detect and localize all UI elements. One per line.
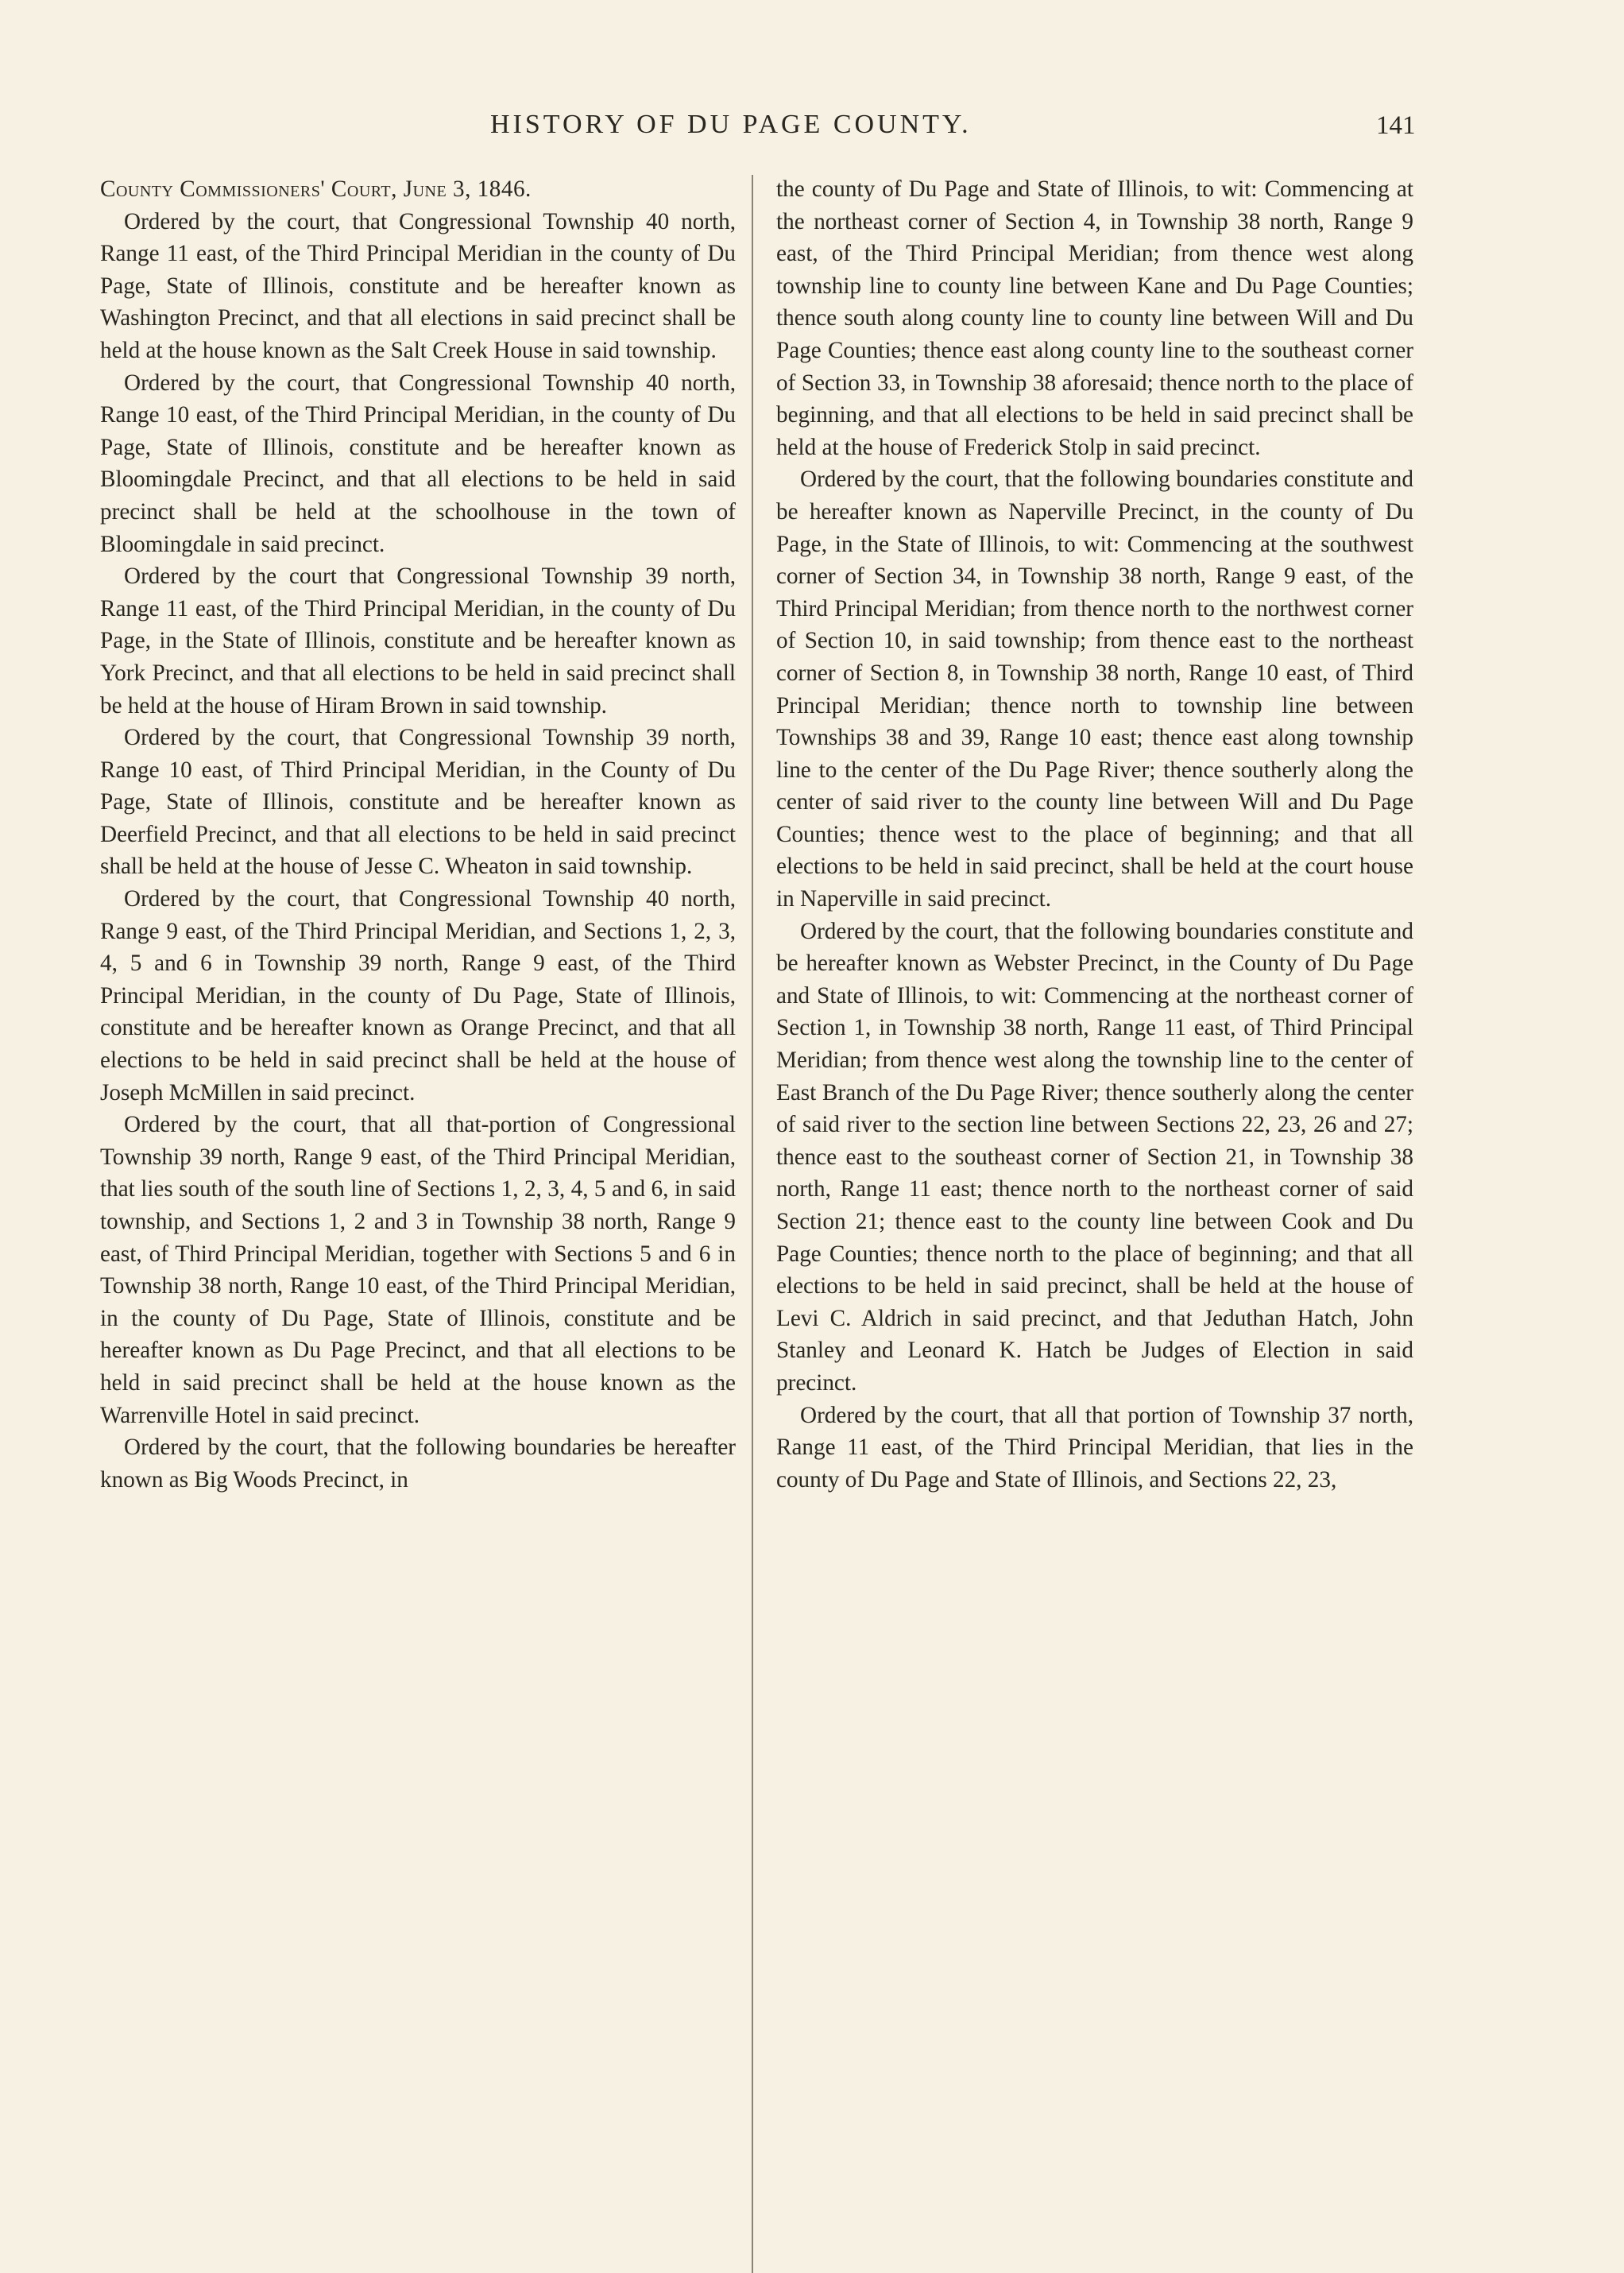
paragraph-township-37: Ordered by the court, that all that portion of Township 37 north, Range 11 east, of the Third Principal Meridian, that lies in the county of Du Page and State of Illinois, and Sections 22, 23, bbox=[776, 1402, 1413, 1493]
paragraph-naperville-precinct: Ordered by the court, that the following boundaries constitute and be hereafter known as Naperville Precinct, in the county of Du Page, in the State of Illinois, to wit: Commencing at the southwest corner of Section 34, in Township 38 north, Range 9 east, of the Third Principal Meridian; from thence north to the northwest corner of Section 10, in said township; from thence east to the northeast corner of Section 8, in Township 38 north, Range 10 east, of Third Principal Meridian; thence north to township line between Townships 38 and 39, Range 10 east; thence east along township line to the center of the Du Page River; thence southerly along the center of said river to the county line between Will and Du Page Counties; thence west to the place of beginning; and that all elections to be held in said precinct, shall be held at the court house in Naperville in said precinct. bbox=[776, 467, 1413, 912]
paragraph-bloomingdale-precinct: Ordered by the court, that Congressional Township 40 north, Range 10 east, of the Third Principal Meridian, in the county of Du Page, State of Illinois, constitute and be hereafter known as Bloomingdale Precinct, and that all elections to be held in said precinct shall be held at the schoolhouse in the town of Bloomingdale in said precinct. bbox=[100, 370, 736, 557]
paragraph-webster-precinct: Ordered by the court, that the following boundaries constitute and be hereafter known as Webster Precinct, in the County of Du Page and State of Illinois, to wit: Commencing at the northeast corner of Section 1, in Township 38 north, Range 11 east, of Third Principal Meridian; from thence west along the township line to the center of East Branch of the Du Page River; thence southerly along the center of said river to the section line between Sections 22, 23, 26 and 27; thence east to the southeast corner of Section 21, in Township 38 north, Range 11 east; thence north to the northeast corner of said Section 21; thence east to the county line between Cook and Du Page Counties; thence north to the place of beginning; and that all elections to be held in said precinct, shall be held at the house of Levi C. Aldrich in said precinct, and that Jeduthan Hatch, John Stanley and Leonard K. Hatch be Judges of Election in said precinct. bbox=[776, 918, 1413, 1396]
section-heading bbox=[100, 173, 736, 206]
section-heading-text: County Commissioners' Court, June 3, 1846. bbox=[100, 176, 532, 202]
paragraph-du-page-precinct: Ordered by the court, that all that-portion of Congressional Township 39 north, Range 9 east, of the Third Principal Meridian, that lies south of the south line of Sections 1, 2, 3, 4, 5 and 6, in said township, and Sections 1, 2 and 3 in Township 38 north, Range 9 east, of Third Principal Meridian, together with Sections 5 and 6 in Township 38 north, Range 10 east, of the Third Principal Meridian, in the county of Du Page, State of Illinois, constitute and be hereafter known as Du Page Precinct, and that all elections to be held in said precinct shall be held at the house known as the Warrenville Hotel in said precinct. bbox=[100, 1112, 736, 1428]
paragraph-big-woods-precinct-cont: the county of Du Page and State of Illinois, to wit: Commencing at the northeast corner of Section 4, in Township 38 north, Range 9 east, of the Third Principal Meridian; from thence west along township line to county line between Kane and Du Page Counties; thence south along county line to county line between Will and Du Page Counties; thence east along county line to the southeast corner of Section 33, in Township 38 aforesaid; thence north to the place of beginning, and that all elections to be held in said precinct shall be held at the house of Frederick Stolp in said precinct. bbox=[776, 176, 1413, 460]
right-column bbox=[776, 173, 1413, 1496]
paragraph-deerfield-precinct: Ordered by the court, that Congressional Township 39 north, Range 10 east, of Third Principal Meridian, in the County of Du Page, State of Illinois, constitute and be hereafter known as Deerfield Precinct, and that all elections to be held in said precinct shall be held at the house of Jesse C. Wheaton in said township. bbox=[100, 725, 736, 880]
paragraph-orange-precinct: Ordered by the court, that Congressional Township 40 north, Range 9 east, of the Third Principal Meridian, and Sections 1, 2, 3, 4, 5 and 6 in Township 39 north, Range 9 east, of the Third Principal Meridian, in the county of Du Page, State of Illinois, constitute and be hereafter known as Orange Precinct, and that all elections to be held in said precinct shall be held at the house of Joseph McMillen in said precinct. bbox=[100, 886, 736, 1106]
page-title: HISTORY OF DU PAGE COUNTY. bbox=[490, 110, 972, 139]
column-divider bbox=[752, 175, 753, 2273]
left-column bbox=[100, 173, 736, 1496]
running-head bbox=[0, 110, 1624, 149]
paragraph-washington-precinct: Ordered by the court, that Congressional Township 40 north, Range 11 east, of the Third Principal Meridian in the county of Du Page, State of Illinois, constitute and be hereafter known as Washington Precinct, and that all elections in said precinct shall be held at the house known as the Salt Creek House in said township. bbox=[100, 208, 736, 363]
paragraph-big-woods-precinct-start: Ordered by the court, that the following boundaries be hereafter known as Big Woods Precinct, in bbox=[100, 1435, 736, 1493]
paragraph-york-precinct: Ordered by the court that Congressional Township 39 north, Range 11 east, of the Third Principal Meridian, in the county of Du Page, in the State of Illinois, constitute and be hereafter known as York Precinct, and that all elections to be held in said precinct shall be held at the house of Hiram Brown in said township. bbox=[100, 563, 736, 718]
page-number: 141 bbox=[1376, 111, 1416, 140]
